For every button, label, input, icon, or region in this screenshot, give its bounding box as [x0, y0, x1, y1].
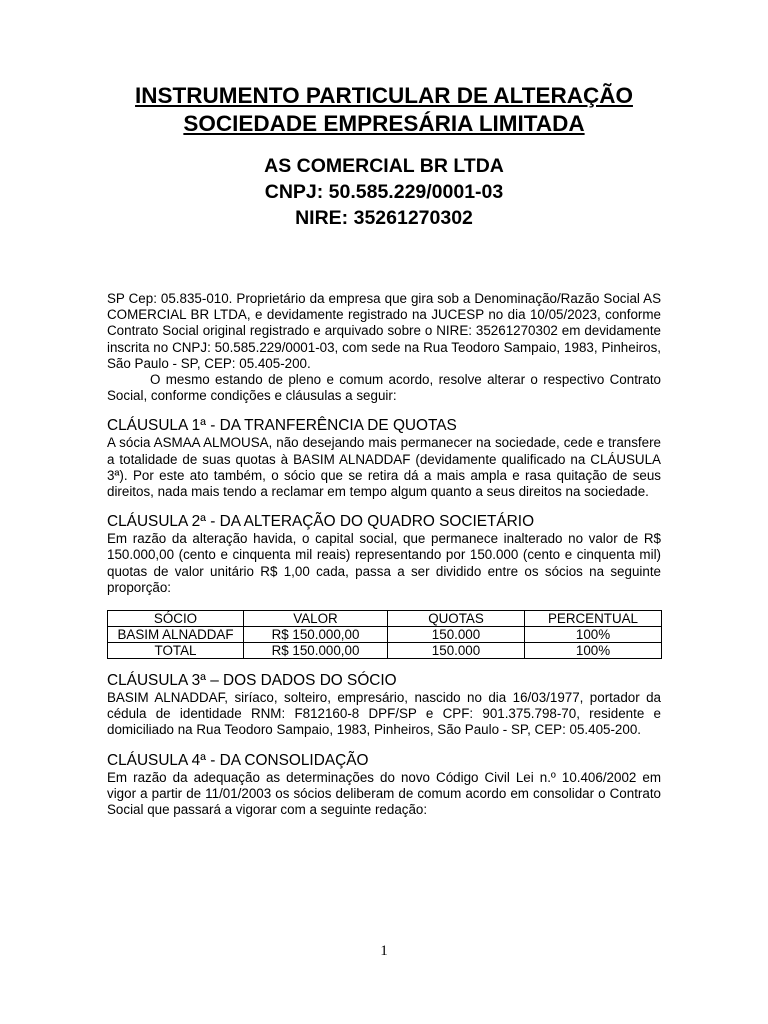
clause-4-text: Em razão da adequação as determinações do novo Código Civil Lei n.º 10.406/2002 em vigor a partir de 11/01/2003 os sócios deliberam de comum acordo em consolidar o Contrato Social que passará a vigorar com a seguinte redação: — [107, 769, 661, 818]
table-cell: 150.000 — [388, 643, 525, 659]
table-cell: R$ 150.000,00 — [244, 643, 388, 659]
clause-1-heading: CLÁUSULA 1ª - DA TRANFERÊNCIA DE QUOTAS — [107, 417, 457, 435]
table-cell: TOTAL — [108, 643, 244, 659]
table-cell: 150.000 — [388, 627, 525, 643]
table-cell: BASIM ALNADDAF — [108, 627, 244, 643]
table-header-row — [108, 611, 662, 627]
table-header-cell: PERCENTUAL — [525, 611, 662, 627]
document-body — [107, 291, 661, 818]
table-header-cell: QUOTAS — [388, 611, 525, 627]
clause-3-text: BASIM ALNADDAF, siríaco, solteiro, empresário, nascido no dia 16/03/1977, portador da cédula de identidade RNM: F812160-8 DPF/SP e CPF: 901.375.798-70, residente e domiciliado na Rua Teodoro Sampaio, 1983, Pinheiros, São Paulo - SP, CEP: 05.405-200. — [107, 690, 661, 738]
table-row — [108, 627, 662, 643]
clause-4-heading: CLÁUSULA 4ª - DA CONSOLIDAÇÃO — [107, 751, 369, 769]
table-cell: R$ 150.000,00 — [244, 627, 388, 643]
table-cell: 100% — [525, 627, 662, 643]
table-cell: 100% — [525, 643, 662, 659]
intro-paragraph: SP Cep: 05.835-010. Proprietário da empresa que gira sob a Denominação/Razão Social AS COMERCIAL BR LTDA, e devidamente registrado na JUCESP no dia 10/05/2023, conforme Contrato Social original registrado e arquivado sobre o NIRE: 35261270302 em devidamente inscrita no CNPJ: 50.585.229/0001-03, com sede na Rua Teodoro Sampaio, 1983, Pinheiros, São Paulo - SP, CEP: 05.405-200. — [107, 291, 661, 371]
table-row — [108, 643, 662, 659]
table-header-cell: SÓCIO — [108, 611, 244, 627]
clause-3-heading: CLÁUSULA 3ª – DOS DADOS DO SÓCIO — [107, 672, 397, 690]
title-line-1: INSTRUMENTO PARTICULAR DE ALTERAÇÃO — [135, 83, 633, 108]
table-header-cell: VALOR — [244, 611, 388, 627]
page-number: 1 — [380, 943, 388, 959]
clause-1-text: A sócia ASMAA ALMOUSA, não desejando mais permanecer na sociedade, cede e transfere a totalidade de suas quotas à BASIM ALNADDAF (devidamente qualificado na CLÁUSULA 3ª). Por este ato também, o sócio que se retira dá a mais ampla e rasa quitação de seus direitos, nada mais tendo a reclamar em tempo algum quanto a seus direitos na sociedade. — [107, 435, 661, 500]
company-block — [100, 153, 668, 231]
quadro-societario-table — [107, 610, 662, 659]
title-line-2: SOCIEDADE EMPRESÁRIA LIMITADA — [183, 111, 585, 136]
company-name: AS COMERCIAL BR LTDA — [264, 155, 504, 177]
clause-2-heading: CLÁUSULA 2ª - DA ALTERAÇÃO DO QUADRO SOCIETÁRIO — [107, 513, 535, 531]
intro-paragraph-2: O mesmo estando de pleno e comum acordo, resolve alterar o respectivo Contrato Social, conforme condições e cláusulas a seguir: — [107, 372, 661, 404]
company-nire: NIRE: 35261270302 — [295, 207, 473, 229]
company-cnpj: CNPJ: 50.585.229/0001-03 — [264, 181, 504, 203]
document-title — [100, 82, 668, 138]
clause-2-text: Em razão da alteração havida, o capital social, que permanece inalterado no valor de R$ 150.000,00 (cento e cinquenta mil reais) representando por 150.000 (cento e cinquenta mil) quotas de valor unitário R$ 1,00 cada, passa a ser dividido entre os sócios na seguinte proporção: — [107, 531, 661, 595]
